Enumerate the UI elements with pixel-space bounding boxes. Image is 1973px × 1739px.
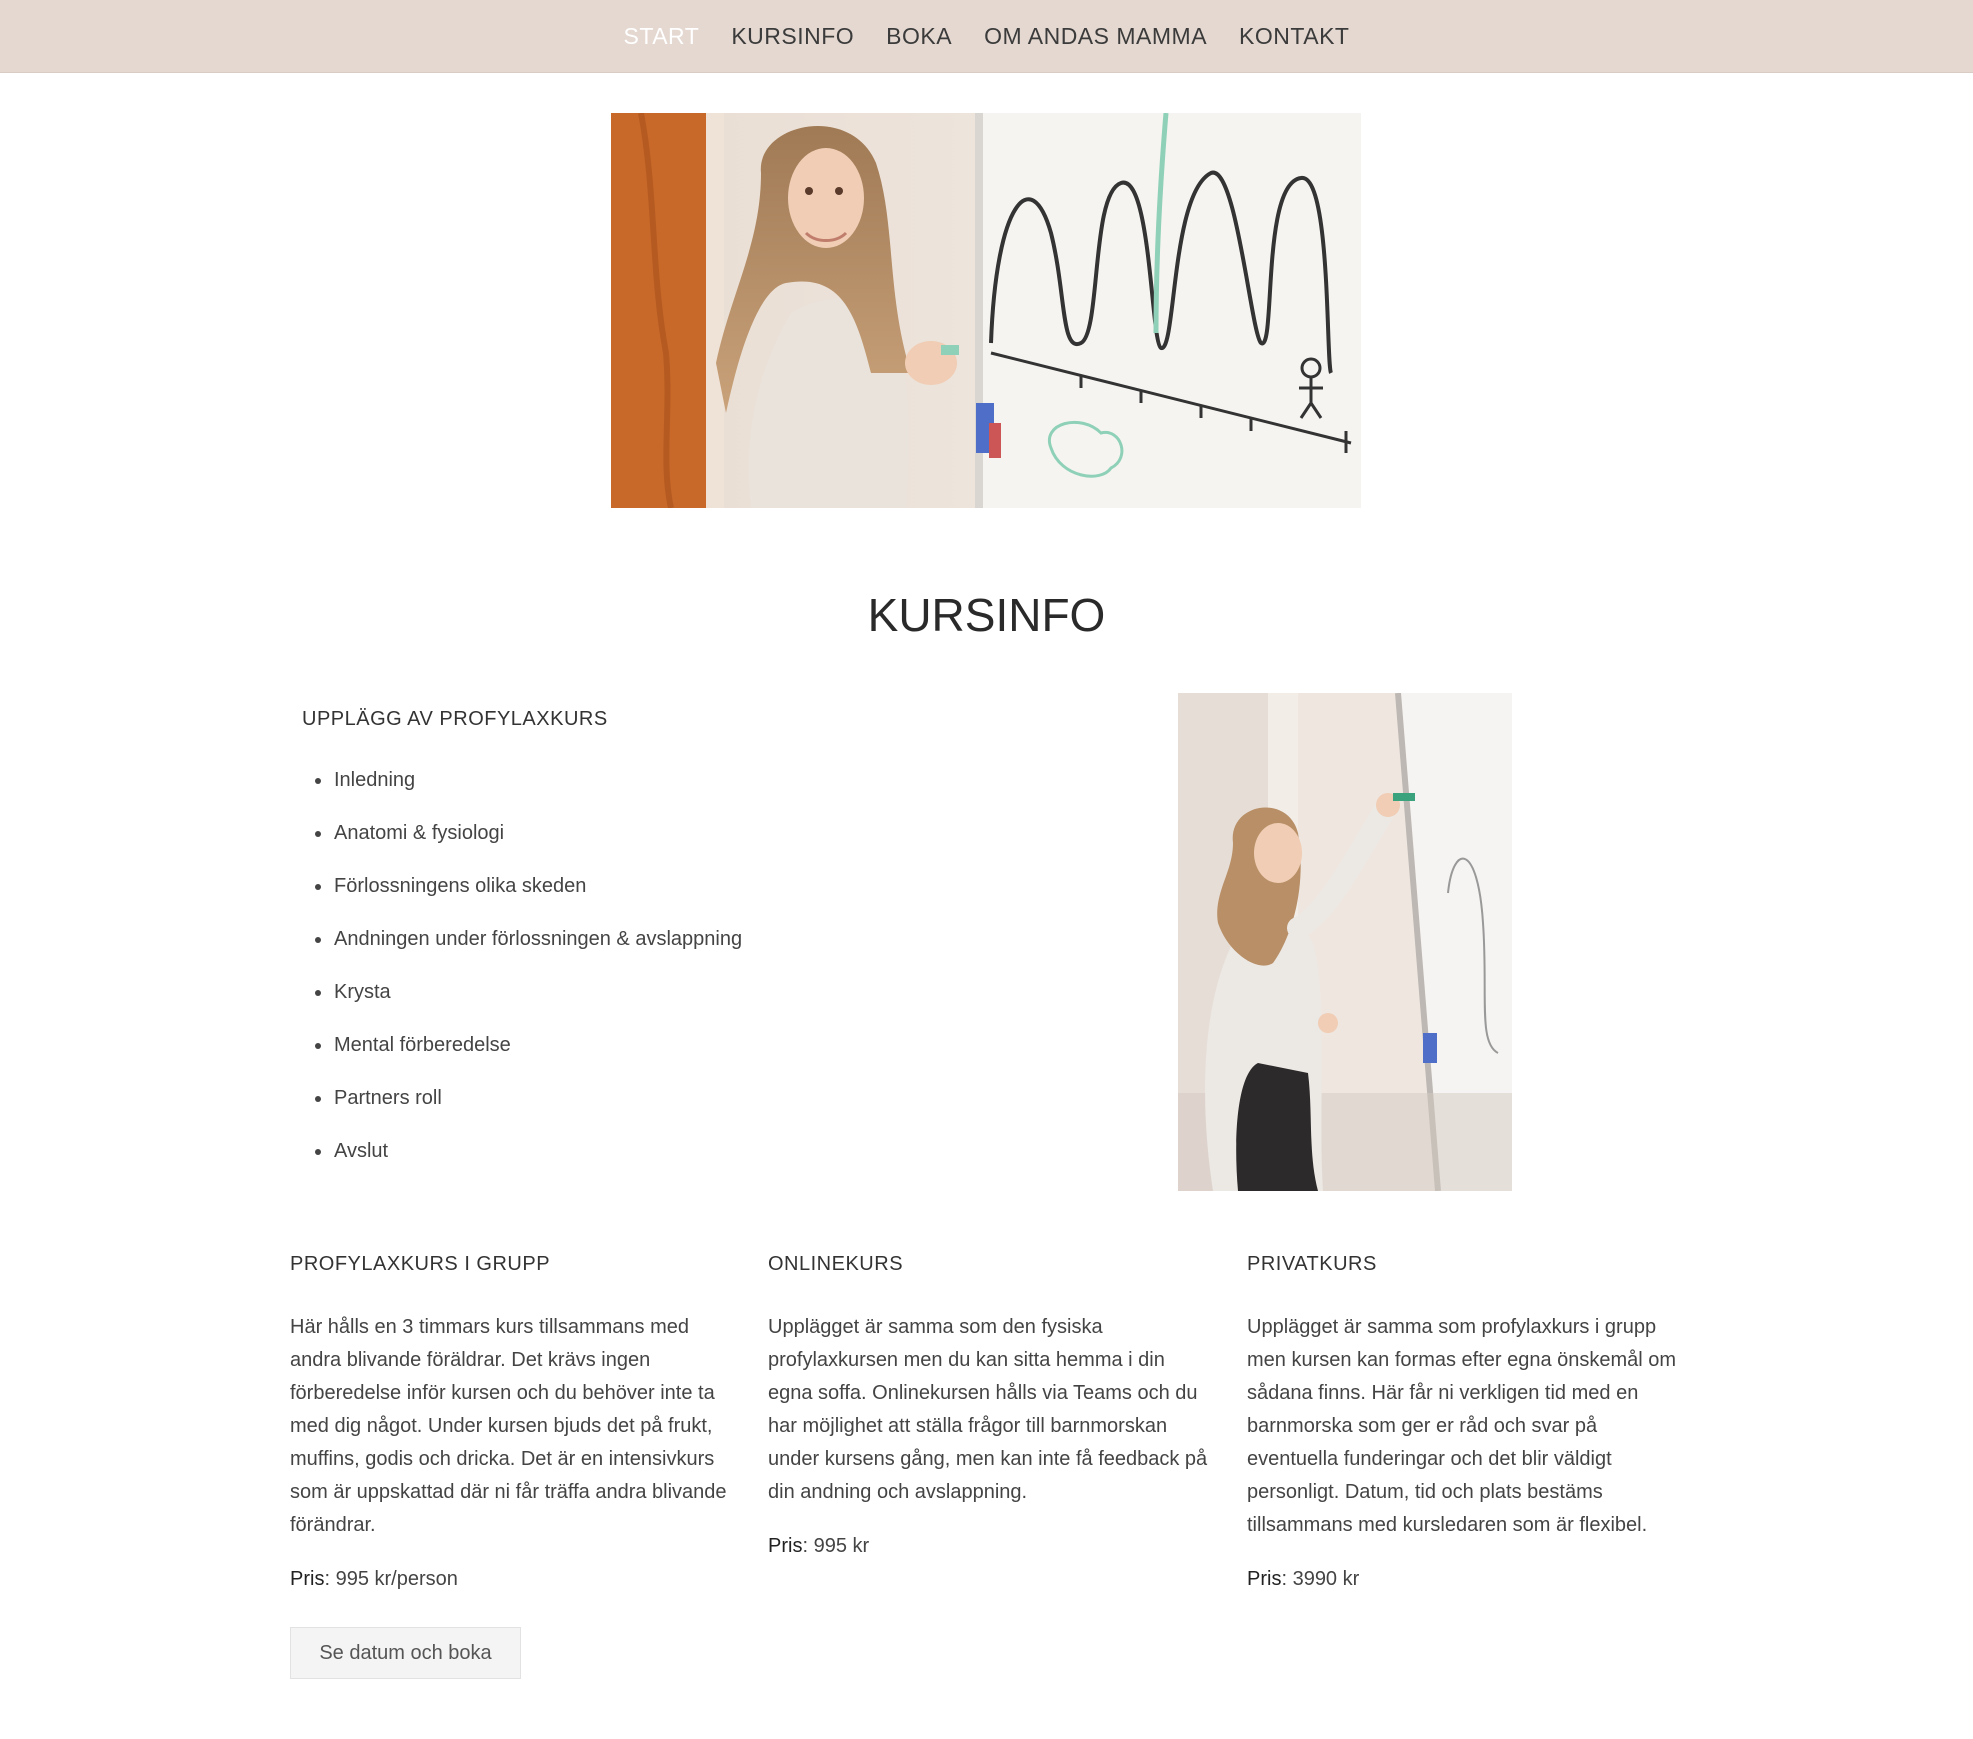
- price-value: : 995 kr: [802, 1535, 870, 1557]
- list-item: Förlossningens olika skeden: [302, 866, 742, 919]
- list-item: Anatomi & fysiologi: [302, 813, 742, 866]
- outline-list: [302, 760, 742, 1184]
- page-title: KURSINFO: [867, 589, 1106, 641]
- list-item: Partners roll: [302, 1078, 742, 1131]
- top-navigation: [0, 0, 1973, 73]
- nav-item-om-andas-mamma[interactable]: OM ANDAS MAMMA: [984, 23, 1208, 49]
- list-item: Inledning: [302, 760, 742, 813]
- nav-item-start[interactable]: START: [623, 23, 700, 49]
- course-description: Upplägget är samma som profylaxkurs i grupp men kursen kan formas efter egna önskemål om sådana finns. Här får ni verkligen tid med en barnmorska som ger er råd och svar på eventuella funderingar och det blir väldigt personligt. Datum, tid och plats bestäms tillsammans med kursledaren som är flexibel.: [1247, 1316, 1677, 1536]
- hero-photo: [611, 113, 1361, 508]
- nav-item-kontakt[interactable]: KONTAKT: [1239, 23, 1350, 49]
- course-price: [1247, 1568, 1687, 1591]
- list-item: Andningen under förlossningen & avslappning: [302, 919, 742, 972]
- instructor-photo: [1178, 693, 1512, 1191]
- price-value: : 995 kr/person: [324, 1568, 458, 1590]
- course-price: [768, 1535, 1208, 1558]
- price-label: Pris: [290, 1568, 325, 1590]
- list-item: Avslut: [302, 1131, 742, 1184]
- course-description: Upplägget är samma som den fysiska profylaxkursen men du kan sitta hemma i din egna soffa. Onlinekursen hålls via Teams och du har möjlighet att ställa frågor till barnmorskan under kursens gång, men kan inte få feedback på din andning och avslappning.: [768, 1316, 1208, 1503]
- nav-item-boka[interactable]: BOKA: [886, 23, 953, 49]
- outline-heading: UPPLÄGG AV PROFYLAXKURS: [302, 708, 608, 730]
- price-value: : 3990 kr: [1281, 1568, 1360, 1590]
- course-private: [1247, 1253, 1687, 1591]
- nav-item-kursinfo[interactable]: KURSINFO: [731, 23, 855, 49]
- book-dates-button[interactable]: Se datum och boka: [290, 1627, 521, 1679]
- course-title: PROFYLAXKURS I GRUPP: [290, 1253, 551, 1275]
- course-title: ONLINEKURS: [768, 1253, 904, 1275]
- list-item: Krysta: [302, 972, 742, 1025]
- course-description: Här hålls en 3 timmars kurs tillsammans med andra blivande föräldrar. Det krävs ingen förberedelse inför kursen och du behöver inte ta med dig något. Under kursen bjuds det på frukt, muffins, godis och dricka. Det är en intensivkurs som är uppskattad där ni får träffa andra blivande förändrar.: [290, 1316, 727, 1536]
- course-online: [768, 1253, 1208, 1558]
- course-price: [290, 1568, 730, 1591]
- price-label: Pris: [1247, 1568, 1282, 1590]
- nav-menu: [0, 0, 1973, 73]
- course-title: PRIVATKURS: [1247, 1253, 1377, 1275]
- course-group: [290, 1253, 730, 1591]
- list-item: Mental förberedelse: [302, 1025, 742, 1078]
- price-label: Pris: [768, 1535, 803, 1557]
